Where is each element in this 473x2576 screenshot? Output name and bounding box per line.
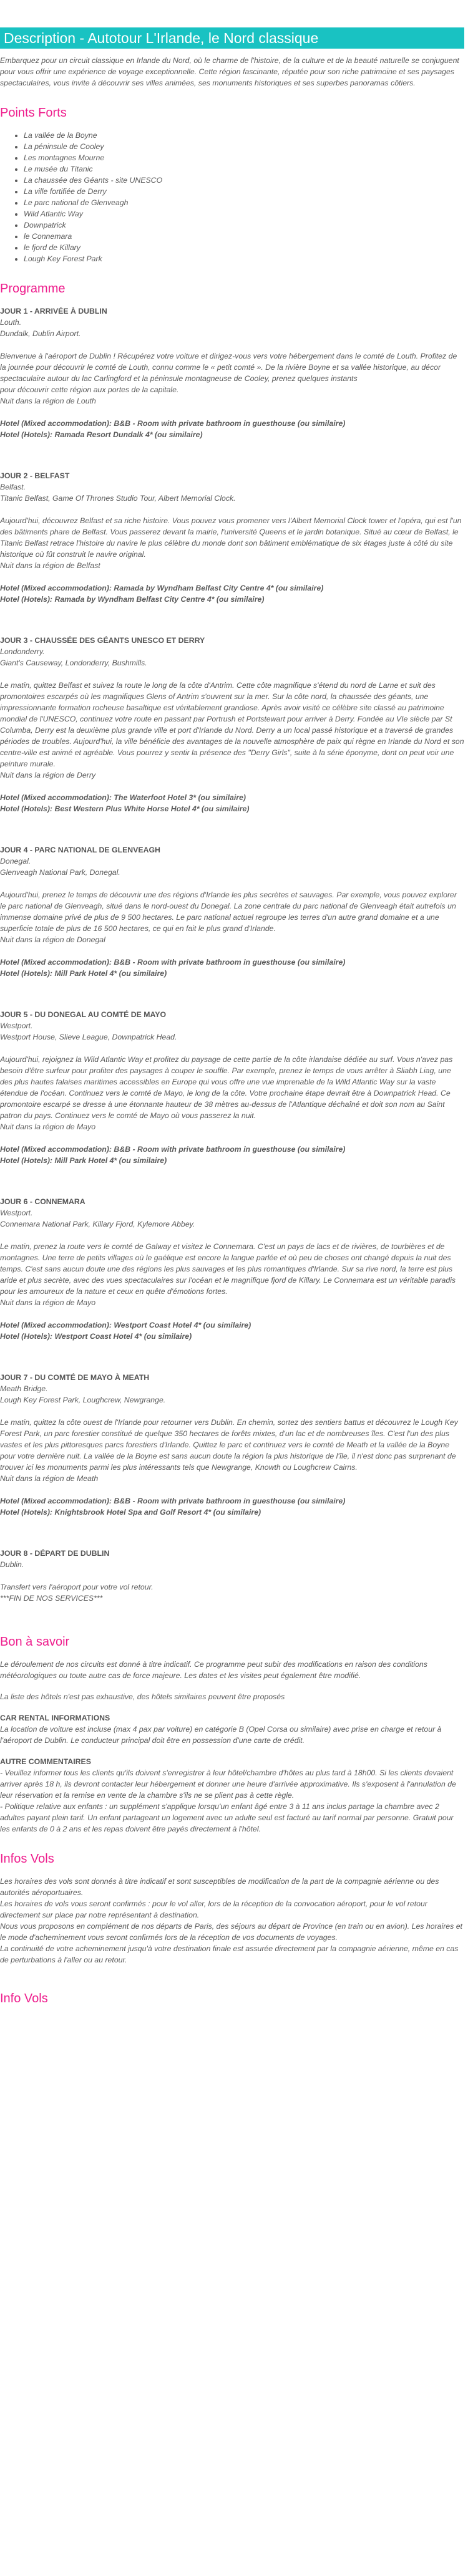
day-places: Londonderry. (0, 647, 45, 656)
points-forts-item: • Les montagnes Mourne (24, 152, 464, 163)
other-comments-text: - Veuillez informer tous les clients qu'ils doivent s'enregistrer à leur hôtel/chambre d'hôtes au plus tard à 18h00. Si les clients devaient arriver après 18 h, ils devront contacter leur hébergement et donner une heure d'arrivée approximative. Ils s'exposent à l'annulation de leur réservation et la remise en vente de la chambre s'ils ne se plient pas à cette règle. (0, 1768, 456, 1800)
spacer (0, 339, 464, 350)
other-comments-text-2: - Politique relative aux enfants : un supplément s'applique lorsqu'un enfant âgé entre 3 à 11 ans inclus partage la chambre avec 2 adultes payant plein tarif. Un enfant partageant un logement avec un adulte seul est facturé au tarif normal par personne. Gratuit pour les enfants de 0 à 2 ans et les repas doivent être payés directement à l'hôtel. (0, 1802, 454, 1833)
day-hotel-hotels: Hotel (Hotels): Mill Park Hotel 4* (ou similaire) (0, 969, 167, 978)
day-hotel-hotels: Hotel (Hotels): Ramada by Wyndham Belfast City Centre 4* (ou similaire) (0, 595, 265, 604)
day-night: Nuit dans la région de Donegal (0, 935, 105, 944)
points-forts-item: • Lough Key Forest Park (24, 253, 464, 264)
points-forts-item: • Downpatrick (24, 219, 464, 231)
day-heading: JOUR 1 - ARRIVÉE À DUBLIN (0, 307, 107, 316)
day-hotel-mixed: Hotel (Mixed accommodation): B&B - Room with private bathroom in guesthouse (ou similaire) (0, 958, 346, 967)
day-night: Nuit dans la région de Mayo (0, 1298, 96, 1307)
points-forts-item: • La chaussée des Géants - site UNESCO (24, 175, 464, 186)
description-title: Description - Autotour L'Irlande, le Nord classique (0, 27, 464, 49)
bon-a-savoir-section (0, 1659, 464, 1835)
spacer (0, 1132, 464, 1144)
spacer (0, 1570, 464, 1581)
day-text: Aujourd'hui, prenez le temps de découvrir une des régions d'Irlande les plus secrètes et sauvages. Par exemple, vous pouvez explorer le parc national de Glenveagh, situé dans le nord-ouest du Donegal. La zone centrale du parc national de Glenveagh était autrefois un immense domaine privé de plus de 9 500 hectares. Le parc national actuel regroupe les terres d'un autre grand domaine et a une superficie totale de plus de 16 500 hectares, ce qui en fait le plus grand d'Irlande. (0, 890, 457, 933)
day-hotel-mixed: Hotel (Mixed accommodation): B&B - Room with private bathroom in guesthouse (ou similaire) (0, 1145, 346, 1154)
points-forts-list (0, 130, 464, 264)
infos-vols-p1: Les horaires des vols sont donnés à titre indicatif et sont susceptibles de modification de la part de la compagnie aérienne ou des autorités aéroportuaires. (0, 1877, 439, 1897)
day-hotel-hotels: Hotel (Hotels): Ramada Resort Dundalk 4* (ou similaire) (0, 430, 203, 439)
day-heading: JOUR 2 - BELFAST (0, 471, 70, 480)
day-places: Dublin. (0, 1560, 24, 1569)
day-places-detail: Westport House, Slieve League, Downpatrick Head. (0, 1033, 177, 1041)
day-places-detail: Lough Key Forest Park, Loughcrew, Newgrange. (0, 1396, 166, 1404)
day-hotel-hotels: Hotel (Hotels): Westport Coast Hotel 4* (ou similaire) (0, 1332, 192, 1341)
day-text: Le matin, prenez la route vers le comté de Galway et visitez le Connemara. C'est un pays de lacs et de rivières, de tourbières et de montagnes. Une terre de petits villages où le gaélique est encore la langue parlée et où peu de choses ont changé depuis la nuit des temps. C'est sans aucun doute une des régions les plus sauvages et les plus romantiques d'Irlande. Sur sa rive nord, la terre est plus aride et plus secrète, avec des vues spectaculaires sur l'océan et le magnifique fjord de Killary. Le Connemara est un véritable paradis pour les amoureux de la nature et ceux en quête d'émotions fortes. (0, 1242, 456, 1296)
points-forts-item: • Le musée du Titanic (24, 163, 464, 175)
programme-day (0, 1548, 464, 1604)
day-heading: JOUR 4 - PARC NATIONAL DE GLENVEAGH (0, 846, 160, 854)
programme-title: Programme (0, 282, 66, 296)
day-night: Nuit dans la région de Belfast (0, 561, 100, 570)
points-forts-item: • Le parc national de Glenveagh (24, 197, 464, 208)
programme-day (0, 635, 464, 814)
day-text: Transfert vers l'aéroport pour votre vol retour. (0, 1583, 154, 1591)
programme-day (0, 1372, 464, 1518)
day-places: Donegal. (0, 857, 31, 866)
day-hotel-mixed: Hotel (Mixed accommodation): Ramada by Wyndham Belfast City Centre 4* (ou similaire) (0, 584, 324, 592)
day-places: Belfast. (0, 483, 26, 491)
infos-vols-p3: Nous vous proposons en complément de nos départs de Paris, des séjours au départ de Province (en train ou en avion). Les horaires et le mode d'acheminement vous seront confirmés lors de la réception de vos documents de voyages. (0, 1922, 462, 1942)
day-places-detail: Dundalk, Dublin Airport. (0, 329, 81, 338)
day-places: Meath Bridge. (0, 1384, 48, 1393)
spacer (0, 781, 464, 792)
programme-day (0, 306, 464, 440)
points-forts-item: • Wild Atlantic Way (24, 208, 464, 219)
spacer (0, 407, 464, 418)
spacer (0, 945, 464, 957)
bon-a-savoir-title: Bon à savoir (0, 1635, 70, 1649)
day-hotel-mixed: Hotel (Mixed accommodation): Westport Coast Hotel 4* (ou similaire) (0, 1321, 251, 1329)
day-night: Nuit dans la région de Louth (0, 397, 96, 405)
day-places: Westport. (0, 1208, 33, 1217)
day-heading: JOUR 6 - CONNEMARA (0, 1197, 85, 1206)
programme-day (0, 1196, 464, 1342)
programme-days (0, 306, 464, 1604)
points-forts-item: • La péninsule de Cooley (24, 141, 464, 152)
spacer (0, 668, 464, 680)
points-forts-title: Points Forts (0, 106, 67, 120)
day-hotel-hotels: Hotel (Hotels): Best Western Plus White Horse Hotel 4* (ou similaire) (0, 804, 250, 813)
car-rental-title: CAR RENTAL INFORMATIONS (0, 1714, 110, 1722)
bon-a-savoir-p2: La liste des hôtels n'est pas exhaustive, des hôtels similaires peuvent être proposés (0, 1692, 285, 1701)
programme-day (0, 1009, 464, 1166)
points-forts-item: • La ville fortifiée de Derry (24, 186, 464, 197)
day-text: Aujourd'hui, découvrez Belfast et sa riche histoire. Vous pouvez vous promener vers l'Albert Memorial Clock tower et l'opéra, qui est l'un des bâtiments phare de Belfast. Vous passerez devant la mairie, l'université Queens et le jardin botanique. Situé au cœur de Belfast, le Titanic Belfast retrace l'histoire du navire le plus célèbre du monde dont son bâtiment emblématique de six étages juste à côté du site historique où fût construit le navire original. (0, 516, 462, 559)
day-night: Nuit dans la région de Mayo (0, 1122, 96, 1131)
day-text: Aujourd'hui, rejoignez la Wild Atlantic Way et profitez du paysage de cette partie de la côte irlandaise dédiée au surf. Vous n'avez pas besoin d'être surfeur pour profiter des paysages à couper le souffle. Par exemple, prenez le temps de vous arrêter à Sliabh Liag, une des plus hautes falaises maritimes accessibles en Europe qui vous offre une vue imprenable de la Wild Atlantic Way sur la vaste étendue de l'océan. Continuez vers le comté de Mayo, le long de la côte. Votre prochaine étape devrait être à Downpatrick Head. Ce promontoire escarpé se dresse à une étonnante hauteur de 38 mètres au-dessus de l'Atlantique déchaîné et doit son nom au Saint patron du pays. Continuez vers le comté de Mayo où vous passerez la nuit. (0, 1055, 453, 1120)
spacer (0, 1406, 464, 1417)
infos-vols-p4: La continuité de votre acheminement jusqu'à votre destination finale est assurée directement par la compagnie aérienne, même en cas de perturbations à l'aller ou au retour. (0, 1944, 459, 1964)
infos-vols-section (0, 1876, 464, 1966)
spacer (0, 571, 464, 582)
infos-vols-title: Infos Vols (0, 1852, 54, 1866)
points-forts-item: • La vallée de la Boyne (24, 130, 464, 141)
spacer (0, 878, 464, 889)
points-forts-item: • le Connemara (24, 231, 464, 242)
day-places-detail: Glenveagh National Park, Donegal. (0, 868, 120, 877)
day-heading: JOUR 8 - DÉPART DE DUBLIN (0, 1549, 110, 1558)
day-heading: JOUR 7 - DU COMTÉ DE MAYO À MEATH (0, 1373, 150, 1382)
day-places-detail: Giant's Causeway, Londonderry, Bushmills. (0, 658, 147, 667)
day-night: ***FIN DE NOS SERVICES*** (0, 1594, 103, 1603)
spacer (0, 1230, 464, 1241)
day-hotel-hotels: Hotel (Hotels): Knightsbrook Hotel Spa and Golf Resort 4* (ou similaire) (0, 1508, 261, 1517)
spacer (0, 1043, 464, 1054)
day-heading: JOUR 3 - CHAUSSÉE DES GÉANTS UNESCO ET DERRY (0, 636, 205, 645)
day-text: Le matin, quittez Belfast et suivez la route le long de la côte d'Antrim. Cette côte magnifique s'étend du nord de Larne et suit des promontoires escarpés où les magnifiques Glens of Antrim s'ouvrent sur la mer. Sur la côte nord, la chaussée des géants, une impressionnante formation rocheuse basaltique est véritablement grandiose. Après avoir visité ce célèbre site classé au patrimoine mondial de l'UNESCO, continuez votre route en passant par Portrush et Portstewart pour arriver à Derry. Fondée au VIe siècle par St Columba, Derry est la deuxième plus grande ville et port d'Irlande du Nord. Derry a un local passé historique et a traversé de grandes périodes de troubles. Aujourd'hui, la ville bénéficie des avantages de la nouvelle atmosphère de paix qui règne en Irlande du Nord et son centre-ville est animé et agréable. Vous pourrez y sentir la présence des "Derry Girls", suite à la série éponyme, dont on peut voir une peinture murale. (0, 681, 464, 768)
info-vols-title-2: Info Vols (0, 1992, 48, 2005)
day-places-detail: Titanic Belfast, Game Of Thrones Studio Tour, Albert Memorial Clock. (0, 494, 236, 503)
day-text: Bienvenue à l'aéroport de Dublin ! Récupérez votre voiture et dirigez-vous vers votre hébergement dans le comté de Louth. Profitez de la journée pour découvrir le comté de Louth, connu comme le « petit comté ». De la rivière Boyne et sa vallée historique, au décor spectaculaire autour du lac Carlingford et la péninsule montagneuse de Cooley, prenez quelques instants (0, 352, 457, 383)
points-forts-item: • le fjord de Killary (24, 242, 464, 253)
car-rental-text: La location de voiture est incluse (max 4 pax par voiture) en catégorie B (Opel Corsa ou similaire) avec prise en charge et retour à l'aéroport de Dublin. Le conducteur principal doit être en possession d'une carte de crédit. (0, 1725, 442, 1745)
infos-vols-p2: Les horaires de vols vous seront confirmés : pour le vol aller, lors de la réception de la convocation aéroport, pour le vol retour directement sur place par notre représentant à destination. (0, 1899, 427, 1919)
day-night: Nuit dans la région de Derry (0, 771, 96, 779)
spacer (0, 504, 464, 515)
bon-a-savoir-p1: Le déroulement de nos circuits est donné à titre indicatif. Ce programme peut subir des modifications en raison des conditions météorologiques ou toute autre cas de force majeure. Les dates et les visites peut également être modifié. (0, 1660, 427, 1680)
day-hotel-mixed: Hotel (Mixed accommodation): The Waterfoot Hotel 3* (ou similaire) (0, 793, 246, 802)
day-text: Le matin, quittez la côte ouest de l'Irlande pour retourner vers Dublin. En chemin, sortez des sentiers battus et découvrez le Lough Key Forest Park, un parc forestier constitué de quelque 350 hectares de forêts mixtes, d'un lac et de nombreuses îles. C'est l'un des plus vastes et les plus pittoresques parcs forestiers d'Irlande. Quittez le parc et continuez vers le comté de Meath et la vallée de la Boyne pour votre dernière nuit. La vallée de la Boyne est sans aucun doute la région la plus historique de l'île, il n'est donc pas surprenant de trouver ici les monuments parmi les plus intéressants tels que Newgrange, Knowth ou Loughcrew Cairns. (0, 1418, 458, 1472)
day-heading: JOUR 5 - DU DONEGAL AU COMTÉ DE MAYO (0, 1010, 167, 1019)
day-places-detail: Connemara National Park, Killary Fjord, Kylemore Abbey. (0, 1220, 195, 1228)
day-hotel-hotels: Hotel (Hotels): Mill Park Hotel 4* (ou similaire) (0, 1156, 167, 1165)
spacer (0, 1484, 464, 1495)
other-comments-title: AUTRE COMMENTAIRES (0, 1757, 91, 1766)
day-hotel-mixed: Hotel (Mixed accommodation): B&B - Room with private bathroom in guesthouse (ou similaire) (0, 419, 346, 428)
spacer (0, 1308, 464, 1319)
page-root (0, 27, 473, 2007)
programme-day (0, 844, 464, 979)
day-places: Louth. (0, 318, 22, 327)
day-hotel-mixed: Hotel (Mixed accommodation): B&B - Room with private bathroom in guesthouse (ou similaire) (0, 1497, 346, 1505)
description-intro: Embarquez pour un circuit classique en Irlande du Nord, où le charme de l'histoire, de la culture et de la beauté naturelle se conjuguent pour vous offrir une expérience de voyage exceptionnelle. Cette région fascinante, réputée pour son riche patrimoine et ses paysages spectaculaires, vous invite à découvrir ses villes animées, ses monuments historiques et ses superbes panoramas côtiers. (0, 56, 459, 87)
programme-day (0, 470, 464, 605)
day-night: Nuit dans la région de Meath (0, 1474, 99, 1483)
day-text-2: pour découvrir cette région aux portes de la capitale. (0, 385, 179, 394)
day-places: Westport. (0, 1021, 33, 1030)
